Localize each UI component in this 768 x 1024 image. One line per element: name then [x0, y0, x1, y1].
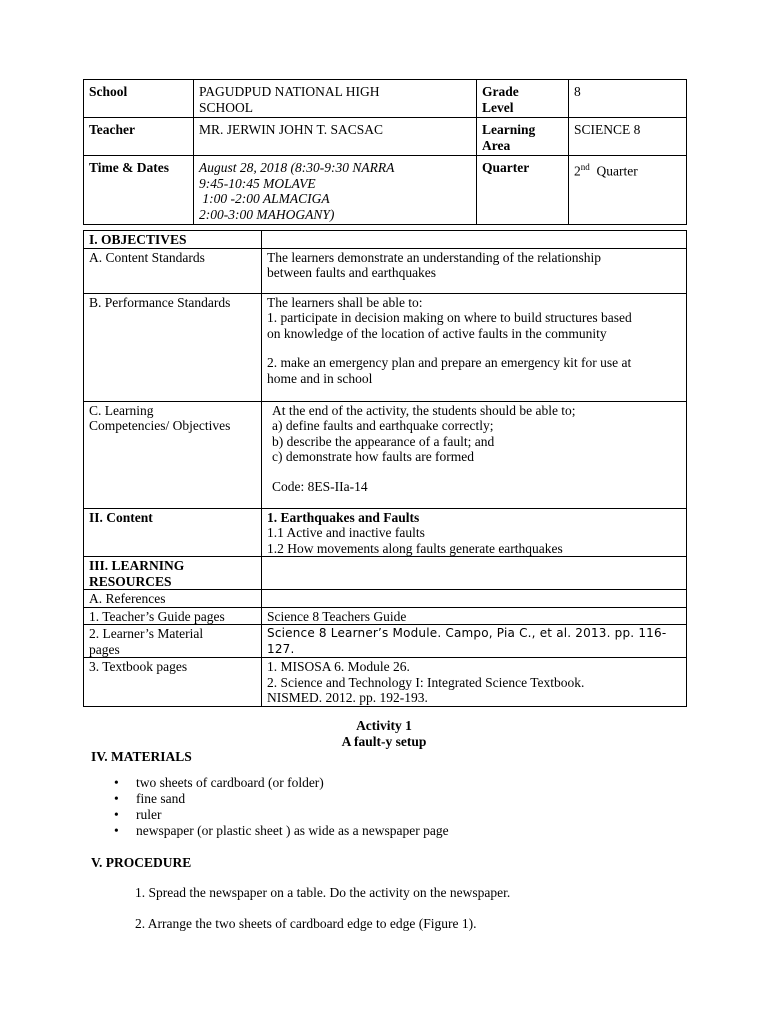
teacher-value: MR. JERWIN JOHN T. SACSAC: [194, 118, 477, 156]
area-label-line1: Learning: [482, 122, 536, 137]
textbook-label: 3. Textbook pages: [84, 658, 262, 707]
material-text: newspaper (or plastic sheet ) as wide as a newspaper page: [136, 823, 449, 838]
header-table: [83, 79, 687, 225]
text-line: 1. participate in decision making on where to build structures based: [267, 310, 632, 325]
learning-resources-row: [84, 557, 687, 590]
learning-area-label: [477, 118, 569, 156]
content-standards-value: [262, 248, 687, 293]
learners-material-value: [262, 625, 687, 658]
text-line: 2. Learner’s Material: [89, 626, 204, 641]
content-value: [262, 508, 687, 557]
text-line: Competencies/ Objectives: [89, 418, 231, 433]
text-line: 127.: [267, 641, 295, 656]
text-line: The learners shall be able to:: [267, 294, 423, 310]
list-item: [108, 775, 449, 791]
school-value-line2: SCHOOL: [199, 99, 254, 115]
area-label-line2: Area: [482, 137, 511, 153]
procedure-step: 1. Spread the newspaper on a table. Do the activity on the newspaper.: [135, 885, 511, 900]
text-line: RESOURCES: [89, 573, 172, 589]
time-line: 1:00 -2:00 ALMACIGA: [199, 191, 330, 206]
teacher-label: Teacher: [84, 118, 194, 156]
competencies-row: [84, 401, 687, 508]
content-row: [84, 508, 687, 557]
materials-list: [108, 775, 449, 839]
text-line: At the end of the activity, the students should be able to;: [272, 402, 576, 418]
textbook-value: [262, 658, 687, 707]
objectives-heading-row: [84, 231, 687, 249]
quarter-number: 2: [574, 163, 581, 179]
materials-heading: IV. MATERIALS: [91, 749, 192, 764]
learning-area-value: SCIENCE 8: [569, 118, 687, 156]
quarter-value: [569, 156, 687, 225]
teachers-guide-row: [84, 607, 687, 625]
text-line: 2. Science and Technology I: Integrated Science Textbook.: [267, 674, 585, 690]
time-line: August 28, 2018 (8:30-9:30 NARRA: [199, 160, 395, 175]
text-line: C. Learning: [89, 402, 154, 418]
bullet-icon: •: [114, 823, 119, 838]
performance-standards-row: [84, 293, 687, 401]
performance-standards-label: B. Performance Standards: [84, 293, 262, 401]
procedure-heading: V. PROCEDURE: [91, 855, 192, 870]
grade-level-value: 8: [569, 80, 687, 118]
header-row-school: [84, 80, 687, 118]
text-line: 1. MISOSA 6. Module 26.: [267, 659, 410, 674]
time-line: 2:00-3:00 MAHOGANY): [199, 206, 335, 222]
objectives-title: I. OBJECTIVES: [84, 231, 262, 249]
bullet-icon: •: [114, 807, 119, 822]
quarter-word: Quarter: [596, 163, 638, 179]
bullet-icon: •: [114, 775, 119, 790]
quarter-label: Quarter: [477, 156, 569, 225]
material-text: two sheets of cardboard (or folder): [136, 775, 324, 790]
header-row-time: [84, 156, 687, 225]
references-row: [84, 590, 687, 608]
text-line: on knowledge of the location of active faults in the community: [267, 325, 607, 341]
empty-cell: [262, 557, 687, 590]
competencies-value: [262, 401, 687, 508]
text-line: pages: [89, 641, 120, 657]
competencies-label: [84, 401, 262, 508]
text-line: a) define faults and earthquake correctly;: [272, 418, 494, 433]
text-line: Science 8 Learner’s Module. Campo, Pia C., et al. 2013. pp. 116-: [267, 626, 667, 640]
header-row-teacher: [84, 118, 687, 156]
text-line: III. LEARNING: [89, 558, 185, 573]
school-value: [194, 80, 477, 118]
empty-cell: [262, 590, 687, 608]
text-line: 1.1 Active and inactive faults: [267, 525, 425, 540]
textbook-row: [84, 658, 687, 707]
time-dates-label: Time & Dates: [84, 156, 194, 225]
procedure-step: 2. Arrange the two sheets of cardboard edge to edge (Figure 1).: [135, 916, 477, 931]
text-line: 2. make an emergency plan and prepare an emergency kit for use at: [267, 355, 632, 370]
text-line: b) describe the appearance of a fault; and: [272, 433, 495, 449]
text-line: home and in school: [267, 370, 373, 386]
learners-material-row: [84, 625, 687, 658]
text-line: c) demonstrate how faults are formed: [272, 449, 475, 464]
time-line: 9:45-10:45 MOLAVE: [199, 175, 316, 191]
text-line: 1.2 How movements along faults generate earthquakes: [267, 540, 563, 556]
activity-subtitle: A fault-y setup: [341, 734, 427, 749]
material-text: ruler: [136, 807, 162, 822]
empty-cell: [262, 231, 687, 249]
teachers-guide-label: 1. Teacher’s Guide pages: [84, 607, 262, 625]
quarter-suffix: nd: [580, 162, 590, 172]
teachers-guide-value: Science 8 Teachers Guide: [262, 607, 687, 625]
bullet-icon: •: [114, 791, 119, 806]
learners-material-label: [84, 625, 262, 658]
competency-code: Code: 8ES-IIa-14: [272, 478, 368, 494]
list-item: [108, 807, 449, 823]
objectives-table: [83, 230, 687, 707]
content-standards-label: A. Content Standards: [84, 248, 262, 293]
material-text: fine sand: [136, 791, 186, 806]
school-label: School: [84, 80, 194, 118]
content-title: 1. Earthquakes and Faults: [267, 509, 420, 525]
text-line: The learners demonstrate an understanding of the relationship: [267, 249, 602, 265]
grade-level-label: [477, 80, 569, 118]
content-standards-row: [84, 248, 687, 293]
text-line: NISMED. 2012. pp. 192-193.: [267, 690, 428, 705]
references-label: A. References: [84, 590, 262, 608]
text-line: between faults and earthquakes: [267, 265, 437, 280]
performance-standards-value: [262, 293, 687, 401]
list-item: [108, 823, 449, 839]
school-value-line1: PAGUDPUD NATIONAL HIGH: [199, 84, 380, 99]
list-item: [108, 791, 449, 807]
time-dates-value: [194, 156, 477, 225]
grade-label-line2: Level: [482, 99, 514, 115]
learning-resources-label: [84, 557, 262, 590]
grade-label-line1: Grade: [482, 84, 519, 99]
content-label: II. Content: [84, 508, 262, 557]
activity-title: Activity 1: [356, 718, 412, 733]
